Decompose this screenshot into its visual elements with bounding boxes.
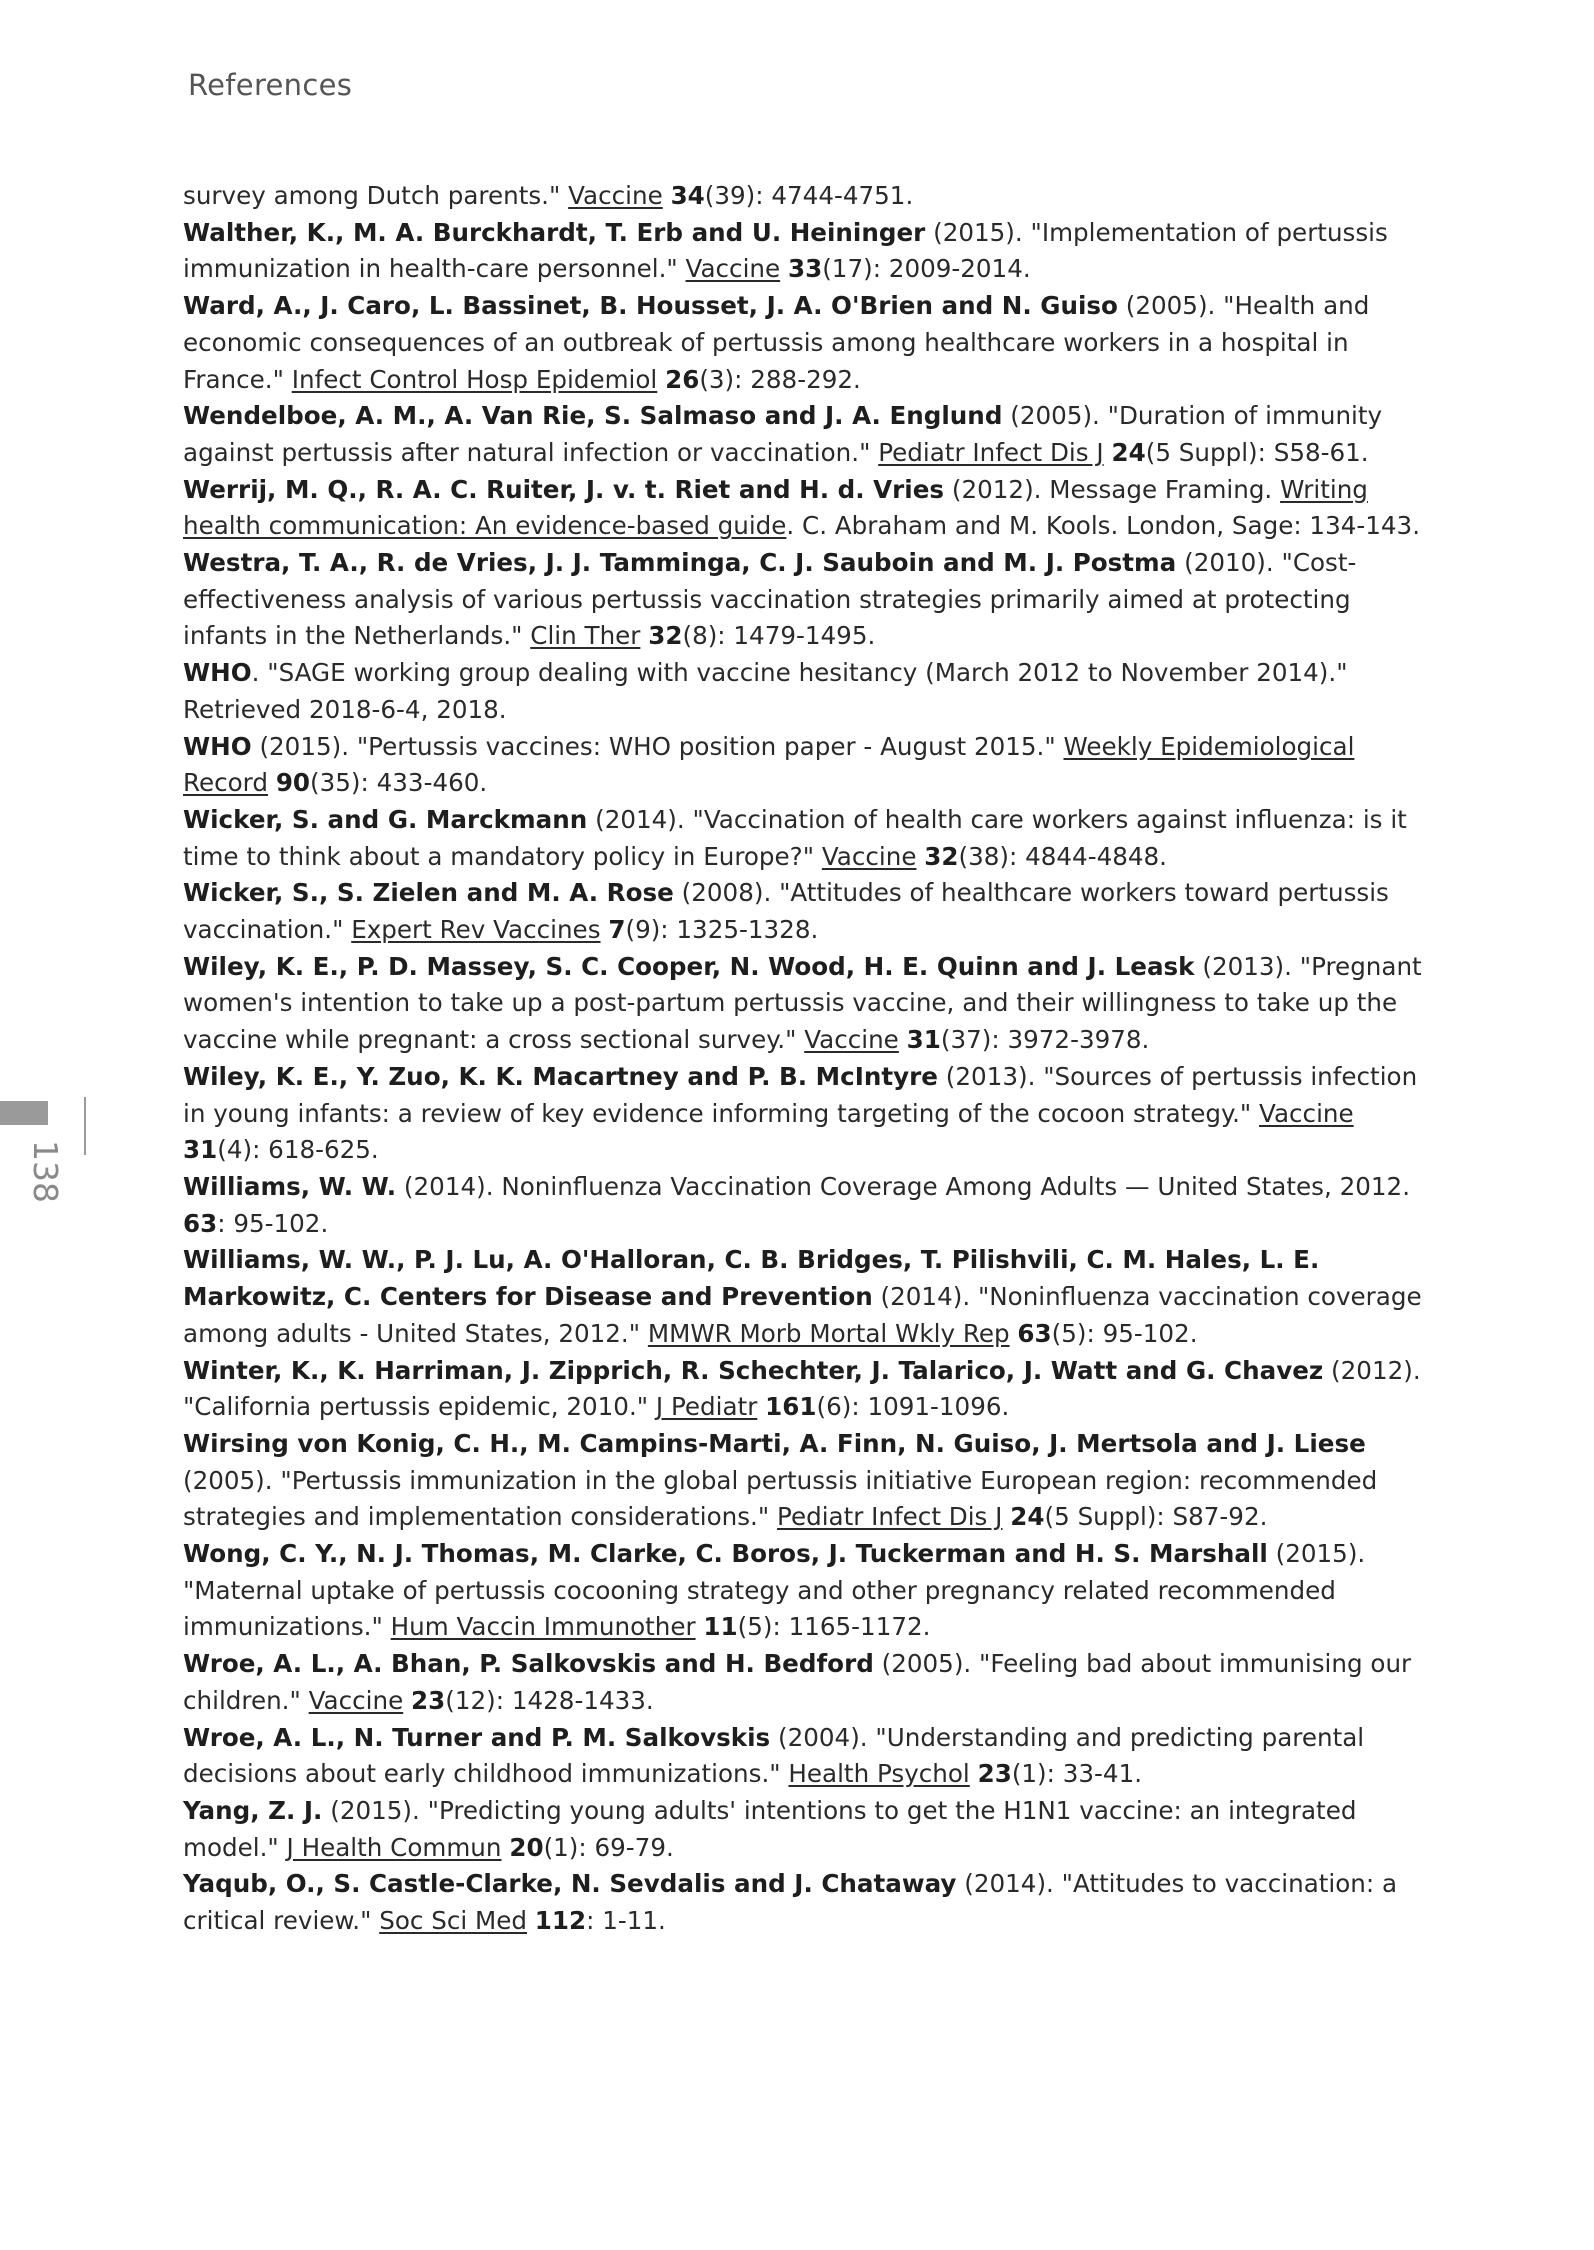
reference-entry	[183, 215, 1428, 288]
reference-volume: 33	[787, 254, 823, 284]
reference-journal: Vaccine	[1259, 1098, 1354, 1128]
reference-volume: 31	[183, 1135, 218, 1165]
reference-details: . "SAGE working group dealing with vaccine hesitancy (March 2012 to November 2014)." Retrieved 2018-6-4, 2018.	[183, 658, 1348, 724]
reference-details: survey among Dutch parents."	[183, 181, 569, 210]
reference-authors: Wicker, S., S. Zielen and M. A. Rose	[183, 878, 674, 908]
reference-details: (2015). "Predicting young adults' intentions to get the H1N1 vaccine: an integrated model."	[183, 1795, 1357, 1862]
reference-entry	[183, 178, 1428, 215]
reference-journal: MMWR Morb Mortal Wkly Rep	[647, 1318, 1010, 1348]
reference-authors: Wiley, K. E., Y. Zuo, K. K. Macartney and P. B. McIntyre	[183, 1061, 938, 1091]
reference-entry	[183, 1169, 1428, 1242]
reference-pages: (1): 33-41.	[1011, 1759, 1143, 1789]
reference-journal: Pediatr Infect Dis J	[878, 437, 1104, 467]
reference-volume: 34	[670, 181, 705, 210]
reference-entry	[183, 1646, 1428, 1719]
reference-pages: : 1-11.	[586, 1906, 666, 1936]
reference-authors: Williams, W. W., P. J. Lu, A. O'Halloran, C. B. Bridges, T. Pilishvili, C. M. Hales, L. E. Markowitz, C. Centers for Disease and Prevention	[183, 1245, 1320, 1312]
reference-volume: 24	[1111, 437, 1146, 467]
reference-volume: 32	[924, 841, 959, 871]
reference-entry	[183, 472, 1428, 545]
reference-entry	[183, 1426, 1428, 1536]
reference-pages: (5): 1165-1172.	[737, 1612, 931, 1642]
reference-entry	[183, 288, 1428, 398]
reference-pages: (35): 433-460.	[310, 768, 488, 798]
reference-entry	[183, 1059, 1428, 1169]
reference-volume: 31	[906, 1025, 941, 1055]
reference-journal: Infect Control Hosp Epidemiol	[291, 364, 658, 394]
reference-details: (2010). "Cost-effectiveness analysis of various pertussis vaccination strategies primarily aimed at protecting infants in the Netherlands."	[183, 548, 1357, 651]
reference-entry	[183, 729, 1428, 802]
reference-details: (2012). "California pertussis epidemic, 2010."	[183, 1355, 1421, 1422]
reference-volume: 32	[648, 621, 683, 651]
page-number: 138	[26, 1140, 65, 1203]
reference-entry	[183, 1793, 1428, 1866]
reference-journal: Vaccine	[821, 841, 917, 871]
reference-details: (2014). "Vaccination of health care workers against influenza: is it time to think about a mandatory policy in Europe?"	[183, 804, 1407, 871]
reference-pages: (6): 1091-1096.	[816, 1392, 1010, 1422]
reference-entry	[183, 802, 1428, 875]
reference-details: (2005). "Pertussis immunization in the global pertussis initiative European region: recommended strategies and implementation considerations."	[183, 1465, 1378, 1532]
reference-authors: Wiley, K. E., P. D. Massey, S. C. Cooper, N. Wood, H. E. Quinn and J. Leask	[183, 951, 1195, 981]
reference-authors: Walther, K., M. A. Burckhardt, T. Erb and U. Heininger	[183, 217, 926, 247]
reference-details: (2013). "Pregnant women's intention to take up a post-partum pertussis vaccine, and their willingness to take up the vaccine while pregnant: a cross sectional survey."	[183, 951, 1422, 1055]
reference-journal: J Health Commun	[286, 1832, 502, 1862]
running-head: References	[188, 68, 353, 102]
reference-volume: 20	[509, 1832, 544, 1862]
reference-entry	[183, 1720, 1428, 1793]
reference-volume: 23	[411, 1685, 446, 1715]
reference-entry	[183, 949, 1428, 1059]
reference-authors: WHO	[183, 658, 252, 688]
reference-journal: Vaccine	[685, 254, 781, 284]
reference-authors: Wroe, A. L., N. Turner and P. M. Salkovskis	[183, 1722, 771, 1752]
reference-volume: 26	[665, 364, 700, 394]
reference-details: (2013). "Sources of pertussis infection in young infants: a review of key evidence informing targeting of the cocoon strategy."	[183, 1061, 1418, 1128]
reference-pages: (17): 2009-2014.	[822, 254, 1031, 284]
reference-details: (2005). "Health and economic consequences of an outbreak of pertussis among healthcare workers in a hospital in France."	[183, 291, 1370, 394]
reference-volume: 90	[275, 768, 311, 798]
reference-journal: Expert Rev Vaccines	[351, 915, 601, 945]
reference-authors: Ward, A., J. Caro, L. Bassinet, B. Housset, J. A. O'Brien and N. Guiso	[183, 291, 1118, 321]
reference-details: (2005). "Duration of immunity against pertussis after natural infection or vaccination."	[183, 401, 1383, 467]
reference-journal: Soc Sci Med	[379, 1906, 527, 1936]
reference-book-title: Writing health communication: An evidence-based guide	[183, 474, 1368, 541]
reference-pages: . C. Abraham and M. Kools. London, Sage: 134-143.	[786, 511, 1421, 541]
reference-pages: (39): 4744-4751.	[704, 181, 914, 210]
reference-volume: 63	[1017, 1318, 1052, 1348]
reference-pages: : 95-102.	[217, 1208, 329, 1238]
reference-journal: Health Psychol	[788, 1759, 970, 1789]
reference-authors: Wroe, A. L., A. Bhan, P. Salkovskis and H. Bedford	[183, 1649, 874, 1679]
reference-journal: Vaccine	[568, 181, 663, 210]
reference-details: (2008). "Attitudes of healthcare workers toward pertussis vaccination."	[183, 878, 1389, 945]
reference-volume: 63	[183, 1208, 218, 1238]
reference-authors: Wirsing von Konig, C. H., M. Campins-Marti, A. Finn, N. Guiso, J. Mertsola and J. Liese	[183, 1428, 1366, 1458]
reference-pages: (5 Suppl): S58-61.	[1145, 437, 1369, 467]
reference-authors: WHO	[183, 731, 252, 761]
reference-details: (2014). "Noninfluenza vaccination coverage among adults - United States, 2012."	[183, 1282, 1422, 1348]
reference-entry	[183, 545, 1428, 655]
reference-details: (2012). Message Framing.	[944, 474, 1281, 504]
reference-entry	[183, 875, 1428, 948]
reference-journal: Vaccine	[804, 1025, 899, 1055]
reference-authors: Wicker, S. and G. Marckmann	[183, 804, 588, 834]
reference-journal: Pediatr Infect Dis J	[777, 1502, 1003, 1532]
reference-details: (2015). "Maternal uptake of pertussis cocooning strategy and other pregnancy related recommended immunizations."	[183, 1539, 1366, 1642]
reference-pages: (8): 1479-1495.	[682, 621, 876, 651]
reference-journal: Hum Vaccin Immunother	[390, 1612, 696, 1642]
reference-entry	[183, 1866, 1428, 1939]
reference-entry	[183, 655, 1428, 728]
reference-pages: (37): 3972-3978.	[940, 1025, 1150, 1055]
reference-authors: Yaqub, O., S. Castle-Clarke, N. Sevdalis and J. Chataway	[183, 1869, 957, 1899]
reference-entry	[183, 1536, 1428, 1646]
reference-volume: 24	[1010, 1502, 1045, 1532]
reference-details: (2014). Noninfluenza Vaccination Coverage Among Adults — United States, 2012.	[396, 1171, 1411, 1201]
reference-pages: (4): 618-625.	[217, 1135, 379, 1165]
reference-entry	[183, 1242, 1428, 1352]
reference-journal: J Pediatr	[655, 1392, 758, 1422]
reference-pages: (38): 4844-4848.	[958, 841, 1167, 871]
reference-volume: 23	[977, 1759, 1012, 1789]
reference-pages: (5 Suppl): S87-92.	[1044, 1502, 1268, 1532]
reference-pages: (3): 288-292.	[699, 364, 861, 394]
page-tab-divider	[84, 1097, 86, 1155]
reference-authors: Williams, W. W.	[183, 1171, 397, 1201]
reference-pages: (5): 95-102.	[1051, 1318, 1198, 1348]
reference-authors: Wong, C. Y., N. J. Thomas, M. Clarke, C. Boros, J. Tuckerman and H. S. Marshall	[183, 1539, 1268, 1569]
reference-volume: 11	[703, 1612, 738, 1642]
reference-pages: (1): 69-79.	[543, 1832, 674, 1862]
reference-volume: 112	[534, 1906, 587, 1936]
reference-journal: Clin Ther	[530, 621, 641, 651]
reference-details: (2004). "Understanding and predicting parental decisions about early childhood immunizations."	[183, 1722, 1365, 1789]
reference-journal: Weekly Epidemiological Record	[183, 731, 1355, 798]
reference-details: (2015). "Implementation of pertussis immunization in health-care personnel."	[183, 217, 1388, 284]
reference-journal: Vaccine	[308, 1685, 404, 1715]
reference-authors: Winter, K., K. Harriman, J. Zipprich, R. Schechter, J. Talarico, J. Watt and G. Chavez	[183, 1355, 1324, 1385]
reference-volume: 161	[765, 1392, 817, 1422]
reference-details: (2005). "Feeling bad about immunising our children."	[183, 1649, 1412, 1715]
reference-details: (2014). "Attitudes to vaccination: a critical review."	[183, 1869, 1398, 1936]
reference-pages: (9): 1325-1328.	[625, 915, 819, 945]
reference-volume: 7	[608, 915, 626, 945]
reference-details: (2015). "Pertussis vaccines: WHO position paper - August 2015."	[251, 731, 1064, 761]
reference-entry	[183, 1353, 1428, 1426]
reference-entry	[183, 398, 1428, 471]
reference-pages: (12): 1428-1433.	[445, 1685, 654, 1715]
reference-list	[183, 178, 1428, 1940]
page-tab-marker	[0, 1101, 48, 1125]
reference-authors: Werrij, M. Q., R. A. C. Ruiter, J. v. t. Riet and H. d. Vries	[183, 474, 945, 504]
reference-authors: Westra, T. A., R. de Vries, J. J. Tamminga, C. J. Sauboin and M. J. Postma	[183, 548, 1177, 578]
reference-authors: Yang, Z. J.	[183, 1795, 323, 1825]
reference-authors: Wendelboe, A. M., A. Van Rie, S. Salmaso and J. A. Englund	[183, 401, 1003, 431]
